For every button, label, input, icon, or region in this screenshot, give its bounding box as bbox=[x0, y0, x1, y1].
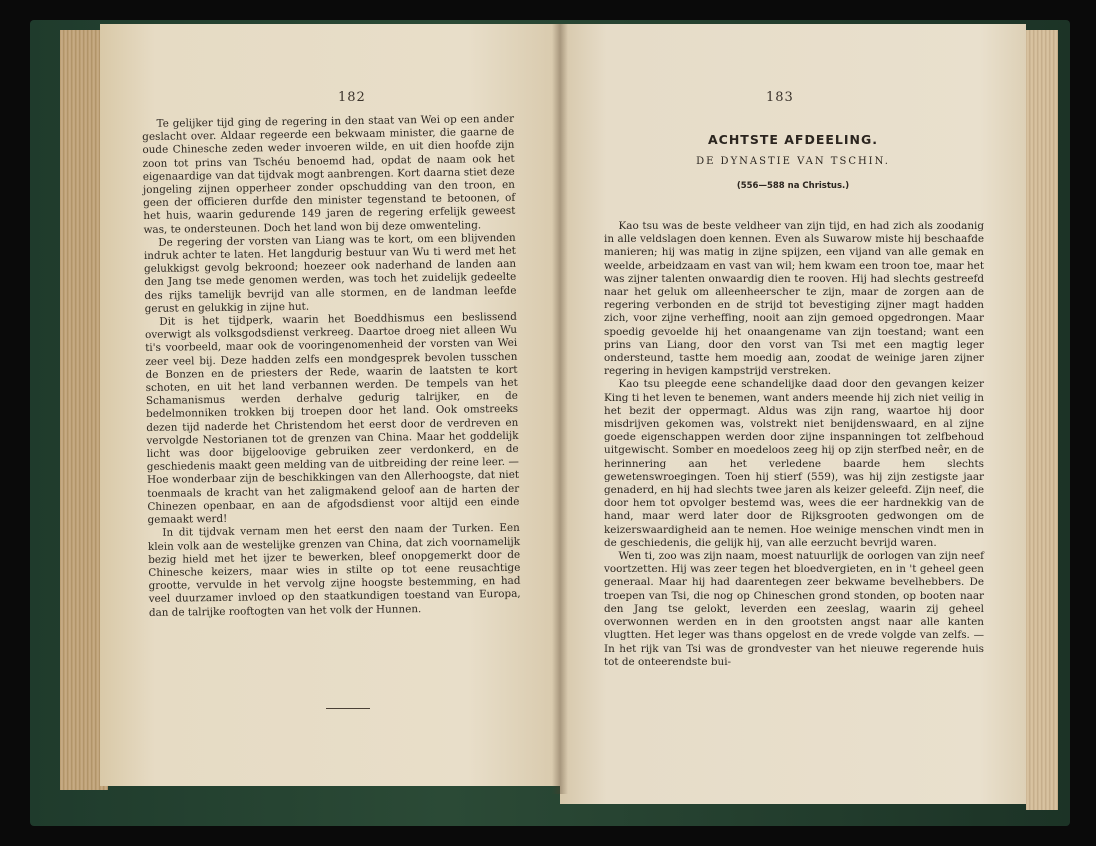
page-number: 182 bbox=[338, 90, 366, 105]
left-page-body bbox=[142, 113, 521, 620]
chapter-subtitle: DE DYNASTIE VAN TSCHIN. bbox=[696, 156, 890, 167]
right-page bbox=[560, 24, 1026, 804]
book-gutter bbox=[552, 24, 568, 794]
paragraph: Te gelijker tijd ging de regering in den staat van Wei op een ander geslacht over. Aldaar regeerde een bekwaam minister, die gaarne de oude Chinesche zeden weder invoeren wilde, en uit dien hoofde zijn zoon tot prins van Tschéu benoemd had, opdat de naam ook het eigenaardige van dat tijdvak mogt aanbrengen. Kort daarna stiet deze jongeling zijnen opperheer zonder opschudding van den troon, en geen der officieren durfde den minister tegenstand te betoonen, of het huis, waarin gedurende 149 jaren de regering erfelijk geweest was, te ondersteunen. Doch het land won bij deze omwenteling. bbox=[142, 112, 516, 236]
paragraph: Kao tsu was de beste veldheer van zijn tijd, en had zich als zoodanig in alle veldslagen doen kennen. Even als Suwarow miste hij beschaafde manieren; hij was matig in zijne spijzen, een vijand van alle gemak en weelde, arbeidzaam en vast van wil; hem kwam een troon toe, maar het was zijner talenten onwaardig dien te rooven. Hij had slechts gestreefd naar het geluk om alleenheerscher te zijn, maar de zorgen aan de regering verbonden en de strijd tot bevestiging zijner magt hadden zich, voor zijne verheffing, nooit aan zijn gemoed opgedrongen. Maar spoedig gevoelde hij het onaangename van zijn toestand; want een prins van Liang, door den vorst van Tsi met een magtig leger ondersteund, tastte hem moedig aan, zoodat de weinige jaren zijner regering in hevigen kampstrijd verstreken. bbox=[604, 220, 984, 378]
paragraph: Dit is het tijdperk, waarin het Boeddhismus een beslissend overwigt als volksgodsdienst verkreeg. Daartoe droeg niet alleen Wu ti's voorbeeld, maar ook de vooringenomenheid der vorsten van Wei zeer veel bij. Deze hadden zelfs een mondgesprek bevolen tusschen de Bonzen en de priesters der Rede, waarin de laatsten te kort schoten, en uit het land verbannen werden. De tempels van het Schamanismus werden derhalve gedurig talrijker, en de bedelmonniken trokken bij troepen door het land. Ook omstreeks dezen tijd naderde het Christendom het eerst door de verdreven en vervolgde Nestorianen tot de grenzen van China. Maar het goddelijk licht was door bijgeloovige gebruiken zeer verdonkerd, en de geschiedenis maakt geen melding van de uitbreiding der reine leer. — Hoe wonderbaar zijn de beschikkingen van den Allerhoogste, dat niet toenmaals de kracht van het zaligmakend geloof aan de harten der Chinezen openbaar, en aan de afgodsdienst voor altijd een einde gemaakt werd! bbox=[144, 310, 520, 527]
section-divider bbox=[326, 708, 370, 709]
page-edges-right bbox=[1026, 30, 1058, 810]
paragraph: In dit tijdvak vernam men het eerst den naam der Turken. Een klein volk aan de westelijke grenzen van China, dat zich voornamelijk bezig hield met het ijzer te bewerken, bleef onopgemerkt door de Chinesche keizers, maar wies in stilte op tot eene reusachtige grootte, vervulde in het vervolg zijne hoogste bestemming, en had veel duurzamer invloed op den staatkundigen toestand van Europa, dan de talrijke rooftogten van het volk der Hunnen. bbox=[147, 522, 521, 619]
chapter-dates: (556—588 na Christus.) bbox=[736, 181, 850, 191]
right-page-body bbox=[604, 220, 984, 669]
paragraph: Wen ti, zoo was zijn naam, moest natuurlijk de oorlogen van zijn neef voortzetten. Hij was zeer tegen het bloedvergieten, en in 't geheel geen generaal. Maar hij had daarentegen zeer bekwame bevelhebbers. De troepen van Tsi, die nog op Chineschen grond stonden, op booten naar den Jang tse gelokt, leverden een zeeslag, waarin zij geheel overwonnen werden en in den grootsten angst naar alle kanten vlugtten. Het leger was thans opgelost en de vrede volgde van zelfs. — In het rijk van Tsi was de grondvester van het nieuwe regerende huis tot de onteerendste bui- bbox=[604, 550, 985, 668]
chapter-title: ACHTSTE AFDEELING. bbox=[707, 132, 878, 147]
left-page bbox=[100, 24, 560, 786]
page-number: 183 bbox=[766, 90, 794, 105]
paragraph: Kao tsu pleegde eene schandelijke daad door den gevangen keizer King ti het leven te benemen, want anders meende hij zich niet veilig in het bezit der oppermagt. Aldus was zijn rang, waartoe hij door misdrijven gekomen was, volstrekt niet benijdenswaard, en al zijne goede eigenschappen werden door zijne inspanningen tot zelfbehoud uitgewischt. Somber en moedeloos zeeg hij op zijn sterfbed neêr, en de herinnering aan het verledene baarde hem slechts gewetenswroegingen. Toen hij stierf (559), was hij zijn zestigste jaar genaderd, en hij had slechts twee jaren als keizer geleefd. Zijn neef, die door hem tot opvolger bestemd was, wees die eer hardnekkig van de hand, maar werd later door de Rijksgrooten gedwongen om de keizerswaardigheid aan te nemen. Hoe weinige menschen vindt men in de geschiedenis, die gelijk hij, van alle eerzucht bevrijd waren. bbox=[604, 378, 984, 549]
paragraph: De regering der vorsten van Liang was te kort, om een blijvenden indruk achter te laten. Het langdurig bestuur van Wu ti werd met het gelukkigst gevolg bekroond; hoezeer ook naderhand de landen aan den Jang tse mede genomen werden, was toch het zuidelijk gedeelte des rijks tamelijk bevrijd van alle stormen, en de landman leefde gerust en gelukkig in zijne hut. bbox=[143, 231, 517, 315]
